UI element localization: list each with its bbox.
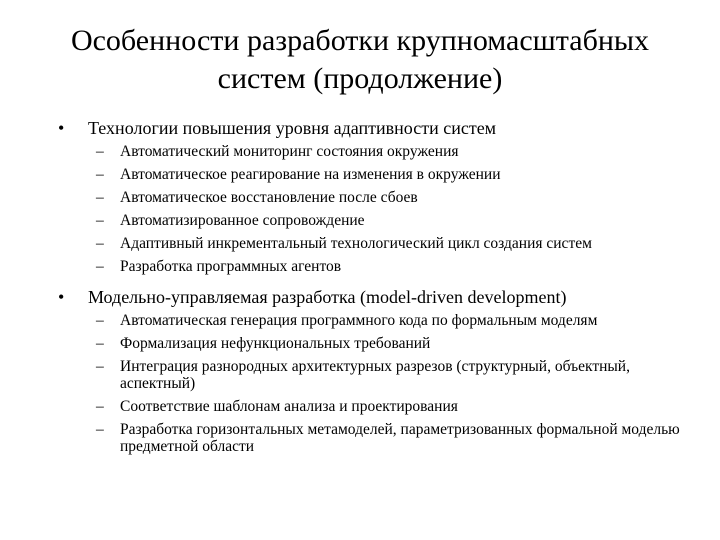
bullet-icon: • (58, 287, 65, 307)
sub-item-text: Разработка горизонтальных метамоделей, параметризованных формальной моделью предметной области (120, 421, 680, 455)
sub-item-text: Соответствие шаблонам анализа и проектирования (120, 398, 458, 415)
sub-item-text: Формализация нефункциональных требований (120, 335, 431, 352)
sub-item-text: Автоматическое реагирование на изменения в окружении (120, 166, 501, 183)
sub-list-adaptivity (0, 143, 720, 275)
sub-item-text: Разработка программных агентов (120, 258, 342, 275)
sub-item-text: Автоматическое восстановление после сбоев (120, 189, 418, 206)
sub-item-text: Автоматический мониторинг состояния окружения (120, 143, 459, 160)
bullet-adaptivity-technologies (0, 117, 720, 139)
sub-item-text: Адаптивный инкрементальный технологический цикл создания систем (120, 235, 592, 252)
sub-item-text: Автоматическая генерация программного кода по формальным моделям (120, 312, 598, 329)
sub-item-text: Автоматизированное сопровождение (120, 212, 365, 229)
dash-icon: – (96, 398, 104, 415)
sub-item (0, 312, 720, 329)
dash-icon: – (96, 143, 104, 160)
slide-title-line-1: Особенности разработки крупномасштабных (70, 24, 650, 57)
sub-item (0, 358, 720, 392)
dash-icon: – (96, 235, 104, 252)
slide-content (0, 117, 720, 461)
sub-list-model-driven (0, 312, 720, 455)
sub-item (0, 258, 720, 275)
slide-title (20, 22, 700, 98)
sub-item (0, 143, 720, 160)
bullet-text: Модельно-управляемая разработка (model-driven development) (88, 287, 567, 307)
dash-icon: – (96, 212, 104, 229)
bullet-icon: • (58, 118, 65, 138)
dash-icon: – (96, 421, 104, 438)
dash-icon: – (96, 358, 104, 375)
dash-icon: – (96, 258, 104, 275)
sub-item (0, 212, 720, 229)
dash-icon: – (96, 312, 104, 329)
bullet-model-driven-development (0, 286, 720, 308)
bullet-text: Технологии повышения уровня адаптивности систем (88, 118, 497, 138)
dash-icon: – (96, 189, 104, 206)
slide-title-line-2: систем (продолжение) (217, 62, 503, 95)
sub-item (0, 421, 720, 455)
sub-item (0, 189, 720, 206)
dash-icon: – (96, 335, 104, 352)
sub-item-text: Интеграция разнородных архитектурных разрезов (структурный, объектный, аспектный) (120, 358, 630, 392)
dash-icon: – (96, 166, 104, 183)
sub-item (0, 335, 720, 352)
sub-item (0, 398, 720, 415)
sub-item (0, 166, 720, 183)
sub-item (0, 235, 720, 252)
